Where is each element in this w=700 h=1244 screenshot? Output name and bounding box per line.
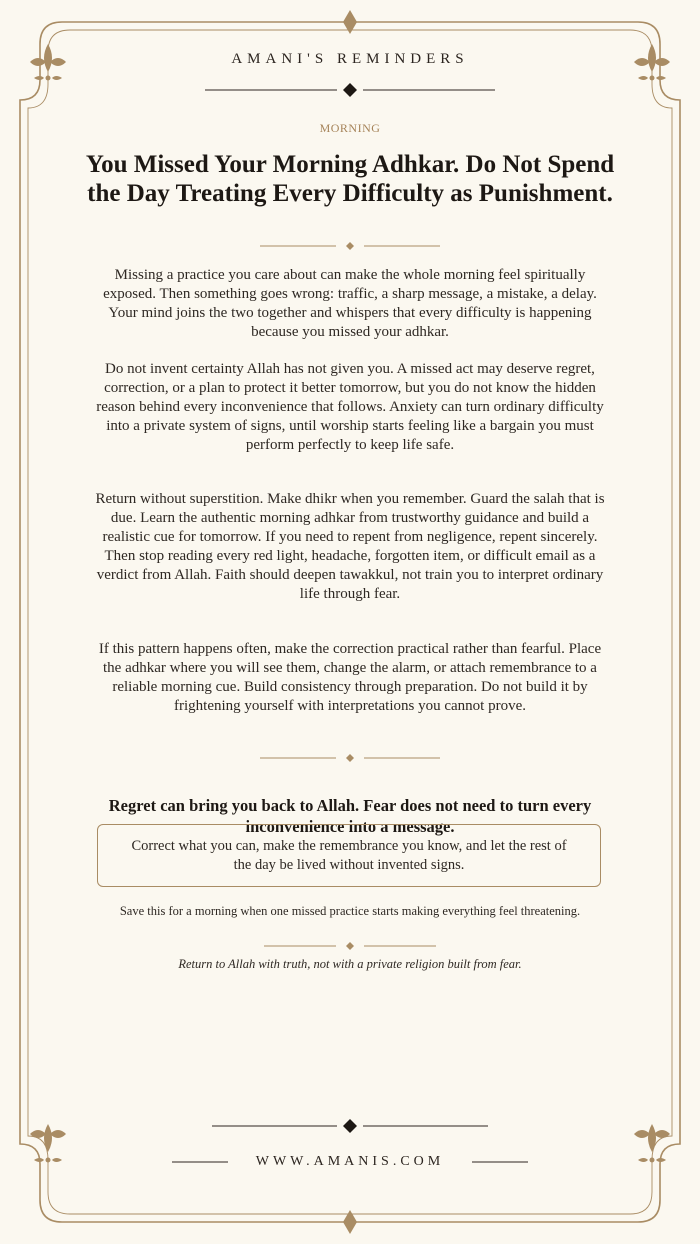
closing-divider bbox=[264, 942, 436, 950]
paragraph-2: Do not invent certainty Allah has not given you. A missed act may deserve regret, correction, or a plan to protect it better tomorrow, but you do not know the hidden reason behind every inconvenience that follows. Anxiety can turn ordinary difficulty into a private system of signs, until worship starts feeling like a bargain you must perform perfectly to keep life safe. bbox=[96, 361, 604, 453]
footer-divider bbox=[212, 1119, 488, 1133]
website-link[interactable]: WWW.AMANIS.COM bbox=[255, 1154, 445, 1169]
category-label: MORNING bbox=[319, 121, 381, 135]
header-divider bbox=[205, 83, 495, 97]
save-note: Save this for a morning when one missed practice starts making everything feel threatening. bbox=[119, 904, 581, 918]
body-divider bbox=[260, 754, 440, 762]
highlight-box bbox=[97, 824, 601, 887]
highlight-box-text: Correct what you can, make the remembrance you know, and let the rest of the day be lived without invented signs. bbox=[131, 837, 567, 873]
callout-text: Regret can bring you back to Allah. Fear does not need to turn every inconvenience into a message. bbox=[108, 796, 592, 836]
page-title: You Missed Your Morning Adhkar. Do Not Spend the Day Treating Every Difficulty as Punishment. bbox=[85, 151, 615, 207]
closing-line: Return to Allah with truth, not with a private religion built from fear. bbox=[178, 957, 522, 971]
brand-header: AMANI'S REMINDERS bbox=[231, 51, 469, 67]
paragraph-4: If this pattern happens often, make the correction practical rather than fearful. Place the adhkar where you will see them, change the alarm, or attach remembrance to a reliable morning cue. Build consistency through preparation. Do not build it by frightening yourself with interpretations you cannot prove. bbox=[98, 641, 602, 714]
paragraph-1: Missing a practice you care about can make the whole morning feel spiritually exposed. Then something goes wrong: traffic, a sharp message, a mistake, a delay. Your mind joins the two together and whispers that every difficulty is happening because you missed your adhkar. bbox=[103, 267, 597, 340]
title-divider bbox=[260, 242, 440, 250]
paragraph-3: Return without superstition. Make dhikr when you remember. Guard the salah that is due. Learn the authentic morning adhkar from trustworthy guidance and build a realistic cue for tomorrow. If you need to repent from negligence, repent sincerely. Then stop reading every red light, headache, forgotten item, or difficult email as a verdict from Allah. Faith should deepen tawakkul, not train you to interpret ordinary life through fear. bbox=[95, 491, 605, 602]
